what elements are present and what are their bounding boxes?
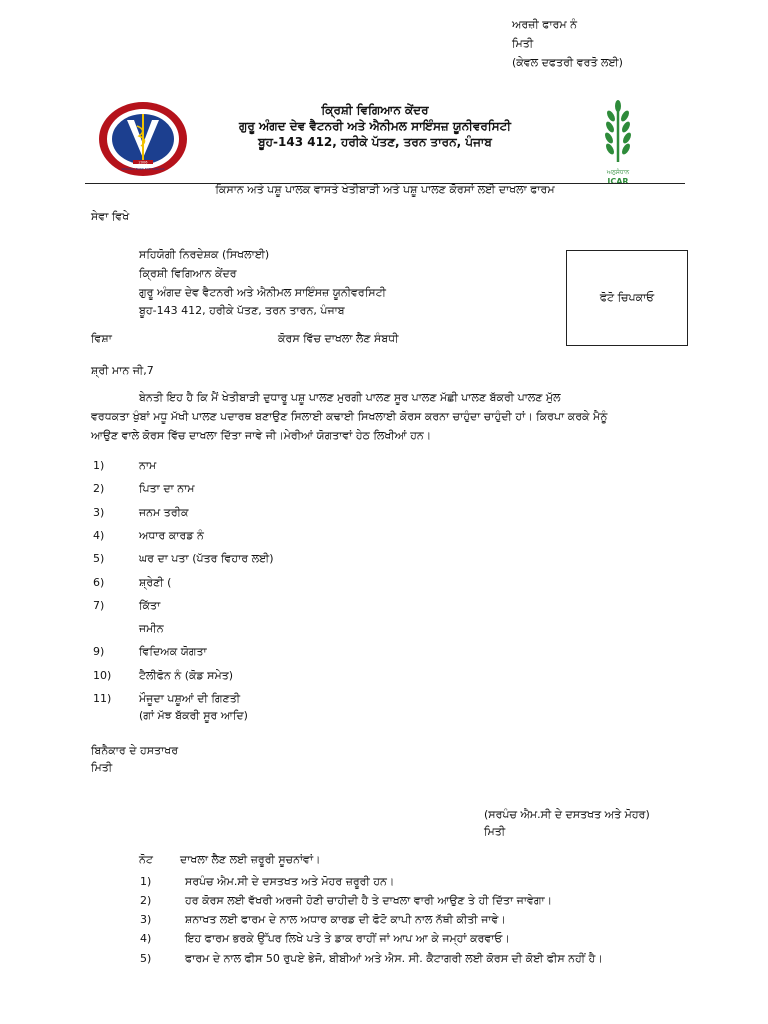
field-home-address[interactable]: ਘਰ ਦਾ ਪਤਾ (ਪੱਤਰ ਵਿਹਾਰ ਲਈ) xyxy=(139,552,274,565)
header-address: ਬੂਹ-143 412, ਹਰੀਕੇ ਪੱਤਣ, ਤਰਨ ਤਾਰਨ, ਪੰਜਾਬ xyxy=(258,135,492,149)
applicant-signature: ਬਿਨੈਕਾਰ ਦੇ ਹਸਤਾਖਰ xyxy=(91,744,179,757)
icar-hindi-text: ਅਨੁਸੰਧਾਨ xyxy=(606,169,630,176)
field-number: 11) xyxy=(93,692,112,705)
header-university: ਗੁਰੂ ਅੰਗਦ ਦੇਵ ਵੈਟਨਰੀ ਅਤੇ ਐਨੀਮਲ ਸਾਇੰਸਜ਼ ਯੂਨੀਵਰਸਿਟੀ xyxy=(239,119,511,133)
request-line: ਬੇਨਤੀ ਇਹ ਹੈ ਕਿ ਮੈਂ ਖੇਤੀਬਾੜੀ ਦੁਧਾਰੂ ਪਸ਼ੂ ਪਾਲਣ ਮੁਰਗੀ ਪਾਲਣ ਸੂਰ ਪਾਲਣ ਮੱਛੀ ਪਾਲਣ ਬੱਕਰੀ ਪਾਲਣ ਮੁੱਲ xyxy=(139,391,561,404)
logo-year: 2006 xyxy=(138,160,148,165)
address-line: ਕ੍ਰਿਸ਼ੀ ਵਿਗਿਆਨ ਕੇਂਦਰ xyxy=(139,267,237,280)
form-number-label: ਅਰਜ਼ੀ ਫਾਰਮ ਨੰ xyxy=(512,18,578,31)
field-occupation[interactable]: ਕਿੱਤਾ xyxy=(139,599,161,612)
field-land[interactable]: ਜਮੀਨ xyxy=(139,622,164,635)
field-number: 1) xyxy=(93,459,105,472)
field-name[interactable]: ਨਾਮ xyxy=(139,459,157,472)
field-livestock-count[interactable]: ਮੌਜੂਦਾ ਪਸ਼ੂਆਂ ਦੀ ਗਿਣਤੀ xyxy=(139,692,241,705)
field-father-name[interactable]: ਪਿਤਾ ਦਾ ਨਾਮ xyxy=(139,482,195,495)
sarpanch-signature: (ਸਰਪੰਚ ਐਮ.ਸੀ ਦੇ ਦਸਤਖਤ ਅਤੇ ਮੋਹਰ) xyxy=(484,808,650,821)
subject-label: ਵਿਸ਼ਾ xyxy=(91,332,112,345)
field-education[interactable]: ਵਿਦਿਅਕ ਯੋਗਤਾ xyxy=(139,645,207,658)
field-number: 3) xyxy=(93,506,105,519)
field-number: 2) xyxy=(93,482,105,495)
office-date-label: ਮਿਤੀ xyxy=(512,37,534,50)
address-line: ਬੂਹ-143 412, ਹਰੀਕੇ ਪੱਤਣ, ਤਰਨ ਤਾਰਨ, ਪੰਜਾਬ xyxy=(139,304,345,317)
header-kvk: ਕ੍ਰਿਸ਼ੀ ਵਿਗਿਆਨ ਕੇਂਦਰ xyxy=(321,103,429,117)
field-date-of-birth[interactable]: ਜਨਮ ਤਰੀਕ xyxy=(139,506,189,519)
request-line: ਵਰਧਕਤਾ ਖੁੰਬਾਂ ਮਧੂ ਮੱਖੀ ਪਾਲਣ ਪਦਾਰਥ ਬਣਾਉਣ ਸਿਲਾਈ ਕਢਾਈ ਸਿਖਲਾਈ ਕੋਰਸ ਕਰਨਾ ਚਾਹੁੰਦਾ ਚਾਹੁੰਦੀ ਹਾਂ। ਕਿਰਪਾ ਕਰਕੇ ਮੈਨੂੰ xyxy=(91,410,608,423)
address-line: ਸਹਿਯੋਗੀ ਨਿਰਦੇਸ਼ਕ (ਸਿਖਲਾਈ) xyxy=(139,248,270,261)
office-use-note: (ਕੇਵਲ ਦਫਤਰੀ ਵਰਤੋ ਲਈ) xyxy=(512,56,623,69)
note-item: ਹਰ ਕੋਰਸ ਲਈ ਵੱਖਰੀ ਅਰਜੀ ਹੋਣੀ ਚਾਹੀਦੀ ਹੈ ਤੇ ਦਾਖਲਾ ਵਾਰੀ ਆਉਣ ਤੇ ਹੀ ਦਿੱਤਾ ਜਾਵੇਗਾ। xyxy=(185,894,553,907)
photo-label: ਫੋਟੋ ਚਿਪਕਾਓ xyxy=(599,291,655,304)
field-number: 10) xyxy=(93,669,112,682)
note-number: 3) xyxy=(140,913,152,926)
field-number: 5) xyxy=(93,552,105,565)
university-logo xyxy=(97,100,189,178)
note-number: 1) xyxy=(140,875,152,888)
note-item: ਫਾਰਮ ਦੇ ਨਾਲ ਫੀਸ 50 ਰੁਪਏ ਭੇਜੋ, ਬੀਬੀਆਂ ਅਤੇ ਐਸ. ਸੀ. ਕੈਟਾਗਰੀ ਲਈ ਕੋਰਸ ਦੀ ਕੋਈ ਫੀਸ ਨਹੀਂ ਹੈ। xyxy=(185,952,603,965)
subject-text: ਕੋਰਸ ਵਿੱਚ ਦਾਖਲਾ ਲੈਣ ਸੰਬਧੀ xyxy=(278,332,399,345)
salutation: ਸੇਵਾ ਵਿਖੇ xyxy=(91,210,130,223)
note-item: ਸ਼ਨਾਖਤ ਲਈ ਫਾਰਮ ਦੇ ਨਾਲ ਅਧਾਰ ਕਾਰਡ ਦੀ ਫੋਟੋ ਕਾਪੀ ਨਾਲ ਨੱਥੀ ਕੀਤੀ ਜਾਵੇ। xyxy=(185,913,506,926)
field-livestock-subtext: (ਗਾਂ ਮੱਝ ਬੱਕਰੀ ਸੂਰ ਆਦਿ) xyxy=(139,709,248,722)
logo-motto: SERVING RURE FOR SERVICE xyxy=(121,167,165,171)
note-number: 2) xyxy=(140,894,152,907)
request-line: ਆਉਣ ਵਾਲੇ ਕੋਰਸ ਵਿੱਚ ਦਾਖਲਾ ਦਿੱਤਾ ਜਾਵੇ ਜੀ।ਮੇਰੀਆਂ ਯੋਗਤਾਵਾਂ ਹੇਠ ਲਿਖੀਆਂ ਹਨ। xyxy=(91,429,432,442)
field-category[interactable]: ਸ਼੍ਰੇਣੀ ( xyxy=(139,576,172,589)
office-use-block xyxy=(512,15,623,72)
field-number: 6) xyxy=(93,576,105,589)
form-title: ਕਿਸਾਨ ਅਤੇ ਪਸ਼ੂ ਪਾਲਕ ਵਾਸਤੇ ਖੇਤੀਬਾੜੀ ਅਤੇ ਪਸ਼ੂ ਪਾਲਣ ਕੋਰਸਾਂ ਲਈ ਦਾਖਲਾ ਫਾਰਮ xyxy=(215,183,555,196)
note-item: ਇਹ ਫਾਰਮ ਭਰਕੇ ਉੱਪਰ ਲਿਖੇ ਪਤੇ ਤੇ ਡਾਕ ਰਾਹੀਂ ਜਾਂ ਆਪ ਆ ਕੇ ਜਮ੍ਹਾਂ ਕਰਵਾਓ। xyxy=(185,932,510,945)
field-aadhaar-number[interactable]: ਅਧਾਰ ਕਾਰਡ ਨੰ xyxy=(139,529,204,542)
applicant-date: ਮਿਤੀ xyxy=(91,761,113,774)
sarpanch-date: ਮਿਤੀ xyxy=(484,825,506,838)
field-number: 4) xyxy=(93,529,105,542)
note-heading: ਦਾਖਲਾ ਲੈਣ ਲਈ ਜ਼ਰੂਰੀ ਸੂਚਨਾਂਵਾਂ। xyxy=(180,853,321,866)
photo-box[interactable] xyxy=(566,250,688,346)
note-number: 5) xyxy=(140,952,152,965)
greeting: ਸ਼੍ਰੀ ਮਾਨ ਜੀ,7 xyxy=(91,364,154,377)
note-number: 4) xyxy=(140,932,152,945)
note-label: ਨੋਟ xyxy=(139,853,153,866)
address-line: ਗੁਰੂ ਅੰਗਦ ਦੇਵ ਵੈਟਨਰੀ ਅਤੇ ਐਨੀਮਲ ਸਾਇੰਸਜ਼ ਯੂਨੀਵਰਸਿਟੀ xyxy=(139,286,386,299)
field-number: 7) xyxy=(93,599,105,612)
note-item: ਸਰਪੰਚ ਐਮ.ਸੀ ਦੇ ਦਸਤਖਤ ਅਤੇ ਮੋਹਰ ਜ਼ਰੂਰੀ ਹਨ। xyxy=(185,875,395,888)
field-telephone[interactable]: ਟੈਲੀਫੋਨ ਨੰ (ਕੋਡ ਸਮੇਤ) xyxy=(139,669,234,682)
icar-logo xyxy=(594,98,642,186)
institution-header xyxy=(210,102,540,150)
icar-acronym: ICAR xyxy=(607,177,629,186)
field-number: 9) xyxy=(93,645,105,658)
